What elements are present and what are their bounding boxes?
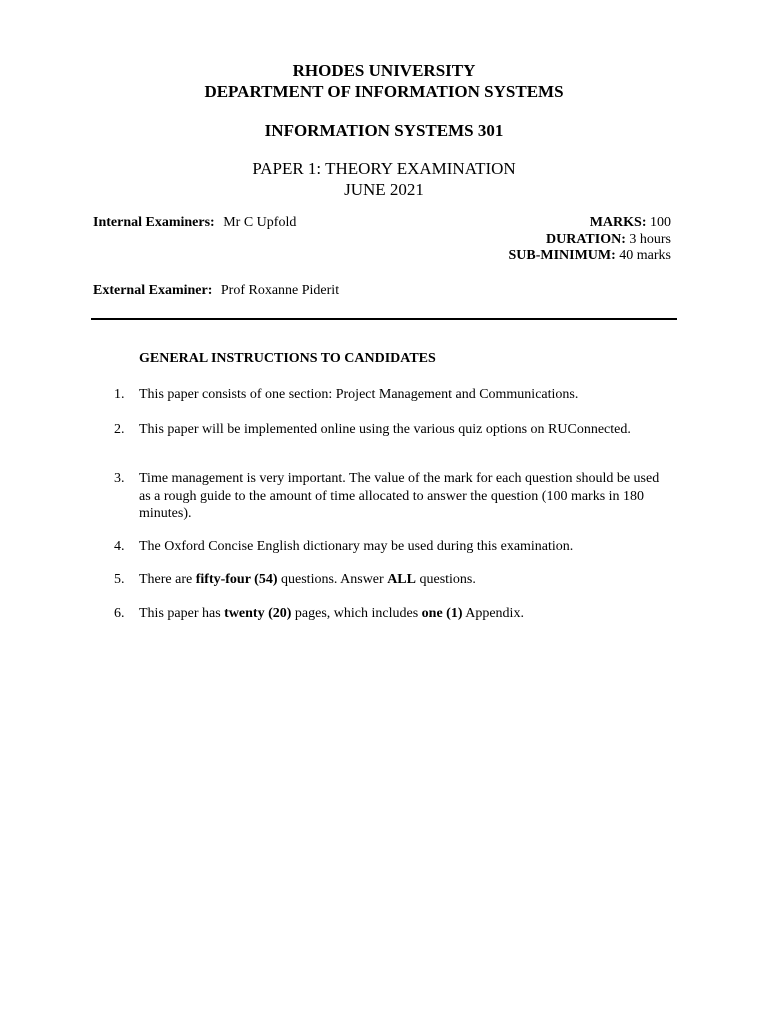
instructions-heading: GENERAL INSTRUCTIONS TO CANDIDATES bbox=[139, 351, 436, 366]
duration-row bbox=[508, 232, 671, 249]
external-examiner-value: Prof Roxanne Piderit bbox=[220, 283, 340, 298]
instruction-text: This paper will be implemented online using the various quiz options on RUConnected. bbox=[139, 422, 631, 437]
subminimum-value: 40 marks bbox=[619, 248, 671, 263]
external-examiner bbox=[93, 283, 339, 299]
marks-row bbox=[508, 215, 671, 232]
instruction-item bbox=[114, 571, 674, 589]
marks-label: MARKS: bbox=[589, 215, 647, 230]
instruction-number: 5. bbox=[114, 572, 125, 587]
marks-value: 100 bbox=[650, 215, 671, 230]
paper-title: PAPER 1: THEORY EXAMINATION bbox=[252, 159, 516, 178]
instruction-text: This paper consists of one section: Project Management and Communications. bbox=[139, 387, 579, 402]
duration-label: DURATION: bbox=[546, 231, 626, 247]
duration-value: 3 hours bbox=[629, 231, 671, 247]
instruction-number: 6. bbox=[114, 606, 125, 621]
instruction-text-part: pages, which includes bbox=[291, 606, 422, 621]
exam-date: JUNE 2021 bbox=[344, 180, 424, 199]
divider bbox=[91, 318, 677, 320]
question-count: fifty-four (54) bbox=[195, 572, 278, 587]
instruction-text: The Oxford Concise English dictionary may be used during this examination. bbox=[139, 539, 574, 554]
subminimum-row bbox=[508, 248, 671, 265]
internal-examiners bbox=[93, 215, 296, 231]
instruction-text-part: There are bbox=[139, 572, 196, 587]
internal-examiners-value: Mr C Upfold bbox=[223, 215, 297, 230]
instruction-text-part: questions. bbox=[415, 572, 476, 587]
external-examiner-label: External Examiner: bbox=[93, 283, 213, 298]
marks-block bbox=[508, 215, 671, 265]
instruction-item bbox=[114, 470, 674, 523]
instruction-number: 1. bbox=[114, 387, 125, 402]
instruction-number: 2. bbox=[114, 422, 125, 437]
internal-examiners-label: Internal Examiners: bbox=[93, 215, 215, 230]
instruction-item bbox=[114, 605, 674, 623]
instruction-item bbox=[114, 386, 674, 404]
department-name: DEPARTMENT OF INFORMATION SYSTEMS bbox=[204, 82, 564, 101]
instruction-number: 4. bbox=[114, 539, 125, 554]
instruction-number: 3. bbox=[114, 471, 125, 486]
instruction-text bbox=[139, 605, 674, 623]
instruction-text bbox=[139, 571, 674, 589]
appendix-count: one (1) bbox=[421, 606, 463, 621]
instruction-item bbox=[114, 538, 674, 556]
university-name: RHODES UNIVERSITY bbox=[292, 61, 476, 80]
subminimum-label: SUB-MINIMUM: bbox=[508, 248, 616, 263]
course-title: INFORMATION SYSTEMS 301 bbox=[264, 121, 504, 140]
answer-all-emphasis: ALL bbox=[387, 572, 416, 587]
instruction-text: Time management is very important. The value of the mark for each question should be used as a rough guide to the amount of time allocated to answer the question (100 marks in 180 minutes). bbox=[139, 471, 660, 521]
page-count: twenty (20) bbox=[224, 606, 292, 621]
instruction-text-part: This paper has bbox=[139, 606, 225, 621]
instruction-text-part: questions. Answer bbox=[277, 572, 388, 587]
instruction-text-part: Appendix. bbox=[462, 606, 524, 621]
instruction-item bbox=[114, 421, 674, 439]
